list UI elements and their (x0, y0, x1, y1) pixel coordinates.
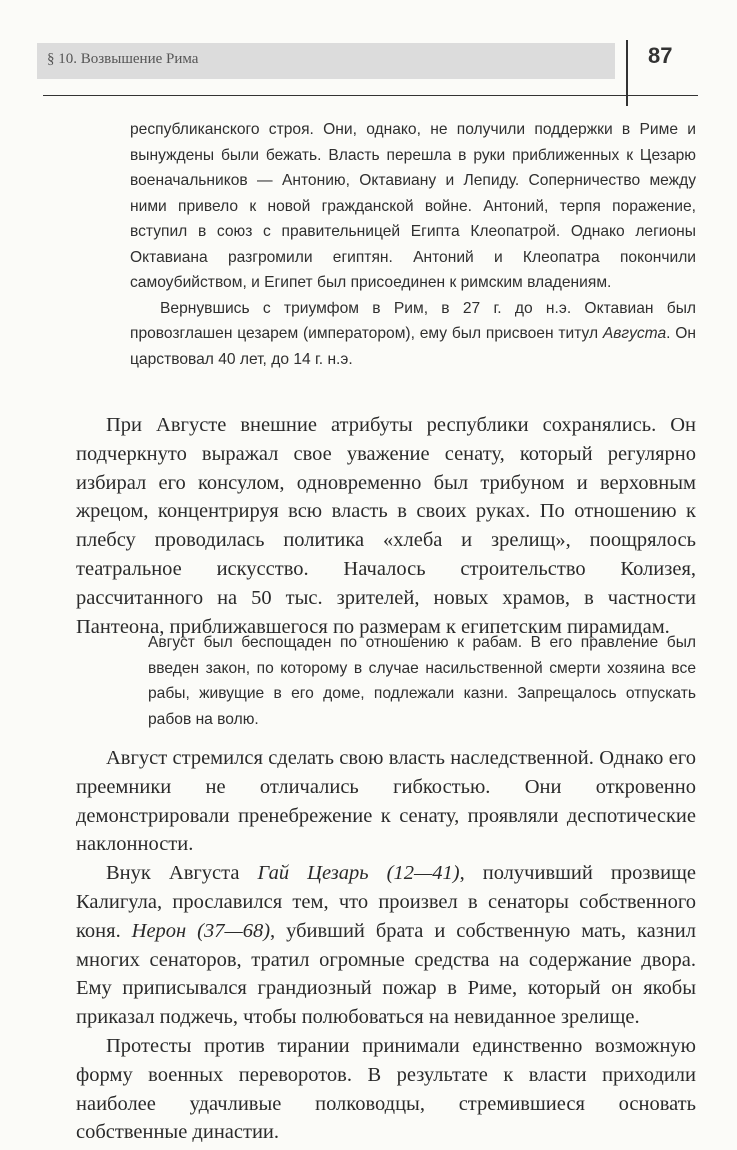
paragraph: республиканского строя. Они, однако, не получили поддержки в Риме и вынуждены были бежать. Власть перешла в руки приближенных к Цезарю военачальников — Антонию, Октавиану и Лепиду. Соперничество между ними привело к новой гражданской войне. Антоний, терпя поражение, вступил в союз с правительницей Египта Клеопатрой. Однако легионы Октавиана разгромили египтян. Антоний и Клеопатра покончили самоубийством, и Египет был присоединен к римским владениям. (130, 121, 696, 291)
serif-block-1 (76, 411, 696, 641)
text-run: Вернувшись с триумфом в Рим, в 27 г. до н.э. Октавиан был провозглашен цезарем (императором), ему был присвоен титул (130, 299, 696, 342)
paragraph (76, 859, 696, 1032)
paragraph: Август стремился сделать свою власть наследственной. Однако его преемники не отличались гибкостью. Они откровенно демонстрировали пренебрежение к сенату, проявляли деспотические наклонности. (76, 747, 696, 856)
italic-name: Гай Цезарь (12—41) (257, 862, 460, 885)
text-run: . Он царствовал 40 лет, до 14 г. н.э. (130, 325, 697, 368)
text-run: , убивший брата и собственную мать, казнил многих сенаторов, тратил огромные средства на содержание двора. Ему приписывался грандиозный пожар в Риме, который он якобы приказал поджечь, чтобы полюбоваться на невиданное зрелище. (76, 919, 696, 1029)
section-title: § 10. Возвышение Рима (47, 51, 199, 67)
serif-block-2 (76, 744, 696, 1147)
paragraph (130, 296, 696, 373)
sans-block-1 (130, 117, 696, 372)
italic-term: Августа (602, 325, 667, 342)
sans-block-2 (148, 630, 696, 732)
header-rule (43, 95, 698, 96)
paragraph: Протесты против тирании принимали единственно возможную форму военных переворотов. В результате к власти приходили наиболее удачливые полководцы, стремившиеся основать собственные династии. (76, 1034, 696, 1144)
page-number: 87 (648, 43, 673, 68)
header-divider-vertical (626, 40, 628, 106)
paragraph: Август был беспощаден по отношению к рабам. В его правление был введен закон, по которому в случае насильственной смерти хозяина все рабы, живущие в его доме, подлежали казни. Запрещалось отпускать рабов на волю. (148, 634, 696, 728)
italic-name: Нерон (37—68) (131, 919, 271, 942)
running-header (37, 43, 615, 79)
text-run: Внук Августа (106, 862, 258, 885)
paragraph: При Августе внешние атрибуты республики сохранялись. Он подчеркнуто выражал свое уважение сенату, который регулярно избирал его консулом, одновременно был трибуном и верховным жрецом, концентрируя всю власть в своих руках. По отношению к плебсу проводилась политика «хлеба и зрелищ», поощрялось театральное искусство. Началось строительство Колизея, рассчитанного на 50 тыс. зрителей, новых храмов, в частности Пантеона, приближавшегося по размерам к египетским пирамидам. (76, 414, 696, 638)
text-run: , получивший прозвище Калигула, прославился тем, что произвел в сенаторы собственного коня. (76, 862, 696, 942)
